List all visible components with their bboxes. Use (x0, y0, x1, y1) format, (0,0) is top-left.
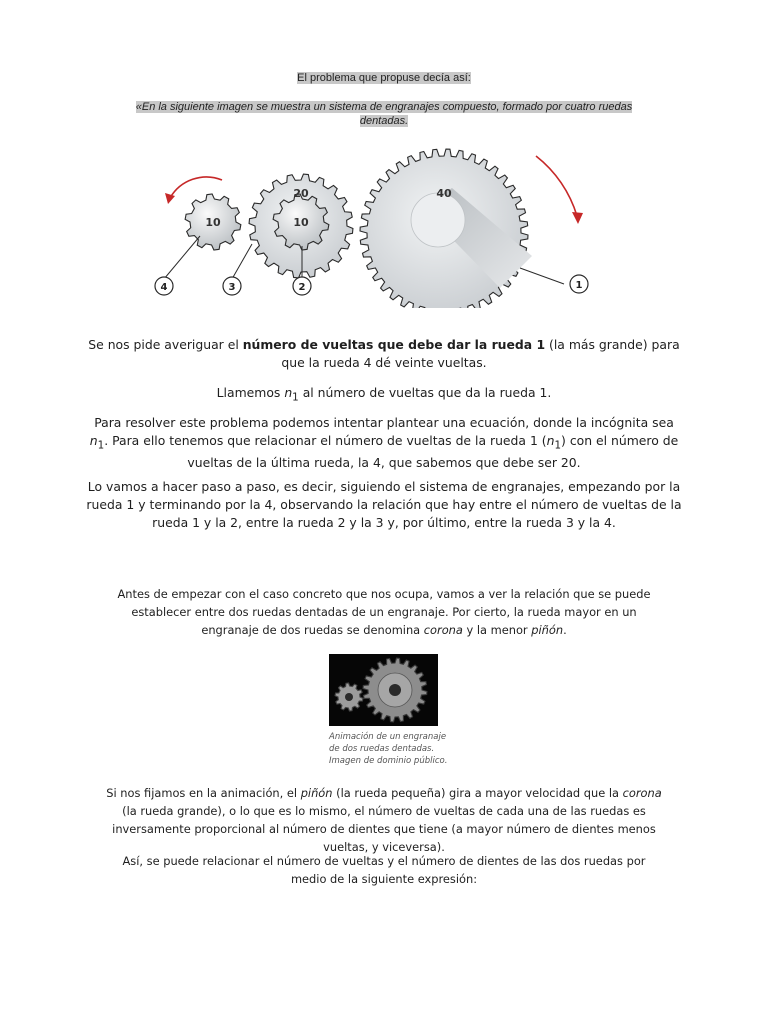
gear-label-wheel-1: 40 (436, 187, 452, 200)
rotation-arrow-right (536, 156, 577, 216)
callout-number-4: 4 (160, 282, 168, 293)
gear-label-wheel-2: 10 (293, 216, 309, 229)
gear-label-wheel-4: 10 (205, 216, 221, 229)
problem-quote: «En la siguiente imagen se muestra un sistema de engranajes compuesto, formado por cuatro ruedas dentadas. (135, 101, 633, 127)
gear-label-wheel-3: 20 (293, 187, 309, 200)
gear-wheel-1-hub (411, 193, 465, 247)
photo-large-gear-hub (389, 684, 401, 696)
callout-number-1: 1 (575, 280, 583, 291)
quote-intro: El problema que propuse decía así: (297, 72, 471, 84)
paragraph-equation: Para resolver este problema podemos intentar plantear una ecuación, donde la incógnita sea $n_1$. Para ello tenemos que relacionar el número de vueltas de la rueda 1 $(n_1)$ con el número de vueltas de la última rueda, la 4, que sabemos que debe ser 20. (89, 415, 679, 471)
paragraph-corona-pinon: Antes de empezar con el caso concreto que nos ocupa, vamos a ver la relación que se puede establecer entre dos ruedas dentadas de un engranaje. Por cierto, la rueda mayor en un engranaje de dos ruedas se denomina corona y la menor piñón. (117, 587, 651, 637)
rotation-arrow-right-head (572, 212, 583, 224)
rotation-arrow-left-head (165, 193, 175, 204)
paragraph-variable: Llamemos $n_1$ al número de vueltas que da la rueda 1. (216, 385, 552, 404)
callout-line-3 (232, 244, 252, 279)
callout-line-4 (164, 236, 200, 279)
paragraph-animation: Si nos fijamos en la animación, el piñón (la rueda pequeña) gira a mayor velocidad que la corona (la rueda grande), o lo que es lo mismo, el número de vueltas de cada una de las ruedas es inversamente proporcional al número de dientes que tiene (a mayor número de dientes menos vueltas, y viceversa). (106, 786, 662, 854)
paragraph-expression: Así, se puede relacionar el número de vueltas y el número de dientes de las dos ruedas por medio de la siguiente expresión: (122, 854, 646, 886)
paragraph-steps: Lo vamos a hacer paso a paso, es decir, siguiendo el sistema de engranajes, empezando por la rueda 1 y terminando por la 4, observando la relación que hay entre el número de vueltas de la rueda 1 y la 2, entre la rueda 2 y la 3 y, por último, entre la rueda 3 y la 4. (86, 479, 682, 530)
photo-small-gear-hub (345, 693, 353, 701)
gear-animation-image (329, 654, 438, 726)
bold-phrase: número de vueltas que debe dar la rueda 1 (242, 337, 546, 352)
callout-line-1 (520, 268, 564, 284)
callout-number-2: 2 (298, 282, 306, 293)
callout-number-3: 3 (228, 282, 236, 293)
gear-system-diagram (140, 138, 610, 308)
image-caption: Animación de un engranaje de dos ruedas dentadas. Imagen de dominio público. (329, 732, 448, 766)
paragraph-question: Se nos pide averiguar el número de vueltas que debe dar la rueda 1 (la más grande) para que la rueda 4 dé veinte vueltas. (88, 337, 680, 370)
rotation-arrow-left (170, 177, 222, 198)
